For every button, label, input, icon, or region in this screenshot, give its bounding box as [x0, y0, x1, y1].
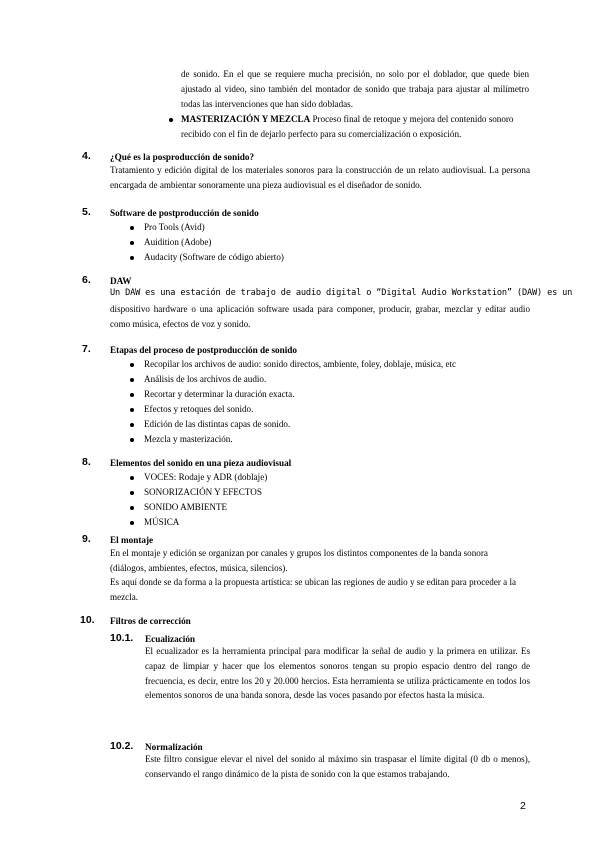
section-body-text: En el montaje y edición se organizan por canales y grupos los distintos componentes de la banda sonora (diálogos, ambientes, efectos, música, silencios). [110, 548, 488, 573]
list-item-label: SONIDO AMBIENTE [144, 502, 228, 512]
section-title: ¿Qué es la posproducción de sonido? [110, 152, 255, 162]
list-item [144, 500, 267, 515]
list-item [144, 470, 267, 485]
section-body-text: Es aquí donde se da forma a la propuesta artística: se ubican las regiones de audio y se editan para proceder a la mezcla. [110, 577, 517, 602]
section-number: 4. [82, 150, 91, 162]
list-item-label: Audacity (Software de código abierto) [144, 252, 284, 262]
list-item [144, 220, 284, 235]
subsection-body-text: Este filtro consigue elevar el nivel del sonido al máximo sin traspasar el límite digital (0 db o menos), conservando el rango dinámico de la pista de sonido con la que estamos trabajando. [145, 754, 530, 779]
software-list [144, 220, 284, 265]
bullet-icon [130, 491, 134, 495]
section-number: 7. [82, 343, 91, 355]
bullet-icon [130, 476, 134, 480]
list-item-label: Auidition (Adobe) [144, 237, 212, 247]
section-title: El montaje [110, 535, 154, 545]
section-body-text: dispositivo hardware o una aplicación software usada para componer, producir, grabar, mezclar y editar audio como música, efectos de voz y sonido. [110, 304, 530, 329]
list-item [144, 417, 456, 432]
section-body-text: Tratamiento y edición digital de los materiales sonoros para la construcción de un relato audiovisual. La persona encargada de ambientar sonoramente una pieza audiovisual es el diseñador de sonido. [110, 165, 530, 190]
section-title: Filtros de corrección [110, 616, 191, 626]
list-item-label: Análisis de los archivos de audio. [144, 374, 267, 384]
section-title: Software de postproducción de sonido [110, 208, 259, 218]
bullet-term: MASTERIZACIÓN Y MEZCLA [181, 114, 311, 124]
bullet-icon [130, 506, 134, 510]
list-item [181, 112, 529, 142]
list-item-label: VOCES: Rodaje y ADR (doblaje) [144, 472, 268, 482]
list-item-label: Edición de las distintas capas de sonido. [144, 419, 291, 429]
bullet-icon [130, 521, 134, 525]
section-number: 5. [82, 206, 91, 218]
bullet-icon [130, 438, 134, 442]
list-item-label: MÚSICA [144, 517, 180, 527]
bullet-icon [130, 393, 134, 397]
list-item-label: Recortar y determinar la duración exacta. [144, 389, 295, 399]
section-number: 8. [82, 456, 91, 468]
bullet-icon [130, 408, 134, 412]
subsection-body-text: El ecualizador es la herramienta principal para modificar la señal de audio y la primera en utilizar. Es capaz de limpiar y hacer que los elementos sonoros tengan su propio espacio dentro del rango de frecuencia, es decir, entre los 20 y 20.000 hercios. Esta herramienta se utiliza prácticamente en todos los elementos sonoros de una banda sonora, desde las voces pasando por efectos hasta la música. [145, 646, 530, 701]
list-item [144, 387, 456, 402]
list-item [144, 432, 456, 447]
handwritten-style-line: Un DAW es una estación de trabajo de audio digital o “Digital Audio Workstation” (DAW) es un [110, 288, 573, 298]
section-title: DAW [110, 276, 132, 286]
bullet-icon [130, 378, 134, 382]
subsection-number: 10.1. [110, 632, 134, 644]
section-number: 6. [82, 274, 91, 286]
page-number: 2 [520, 800, 526, 812]
section-title: Etapas del proceso de postproducción de sonido [110, 345, 298, 355]
list-item [144, 372, 456, 387]
list-item [144, 515, 267, 530]
bullet-icon [130, 256, 134, 260]
list-item [144, 357, 456, 372]
bullet-icon [169, 118, 173, 122]
bullet-icon [130, 363, 134, 367]
subsection-title: Normalización [145, 742, 203, 752]
list-item [144, 485, 267, 500]
list-item-label: Mezcla y masterización. [144, 434, 233, 444]
bullet-icon [130, 241, 134, 245]
bullet-description: Proceso final de retoque y mejora del contenido sonoro recibido con el fin de dejarlo perfecto para su comercialización o exposición. [181, 114, 514, 139]
list-item-label: SONORIZACIÓN Y EFECTOS [144, 487, 262, 497]
intro-continuation-text: de sonido. En el que se requiere mucha precisión, no solo por el doblador, que quede bien ajustado al video, sino también del montador de sonido que trabaja para ajustar al milímetro todas las intervenciones que han sido dobladas. [181, 69, 529, 109]
section-number: 9. [82, 533, 91, 545]
bullet-icon [130, 226, 134, 230]
list-item [144, 402, 456, 417]
bullet-icon [130, 423, 134, 427]
elements-list [144, 470, 267, 530]
list-item-label: Recopilar los archivos de audio: sonido directos, ambiente, foley, doblaje, música, etc [144, 359, 457, 369]
section-number: 10. [80, 614, 95, 626]
list-item [144, 250, 284, 265]
stages-list [144, 357, 456, 447]
intro-bullet-list [181, 112, 529, 142]
list-item-label: Efectos y retoques del sonido. [144, 404, 254, 414]
list-item [144, 235, 284, 250]
list-item-label: Pro Tools (Avid) [144, 222, 205, 232]
subsection-title: Ecualización [145, 634, 196, 644]
subsection-number: 10.2. [110, 740, 134, 752]
section-title: Elementos del sonido en una pieza audiovisual [110, 458, 292, 468]
